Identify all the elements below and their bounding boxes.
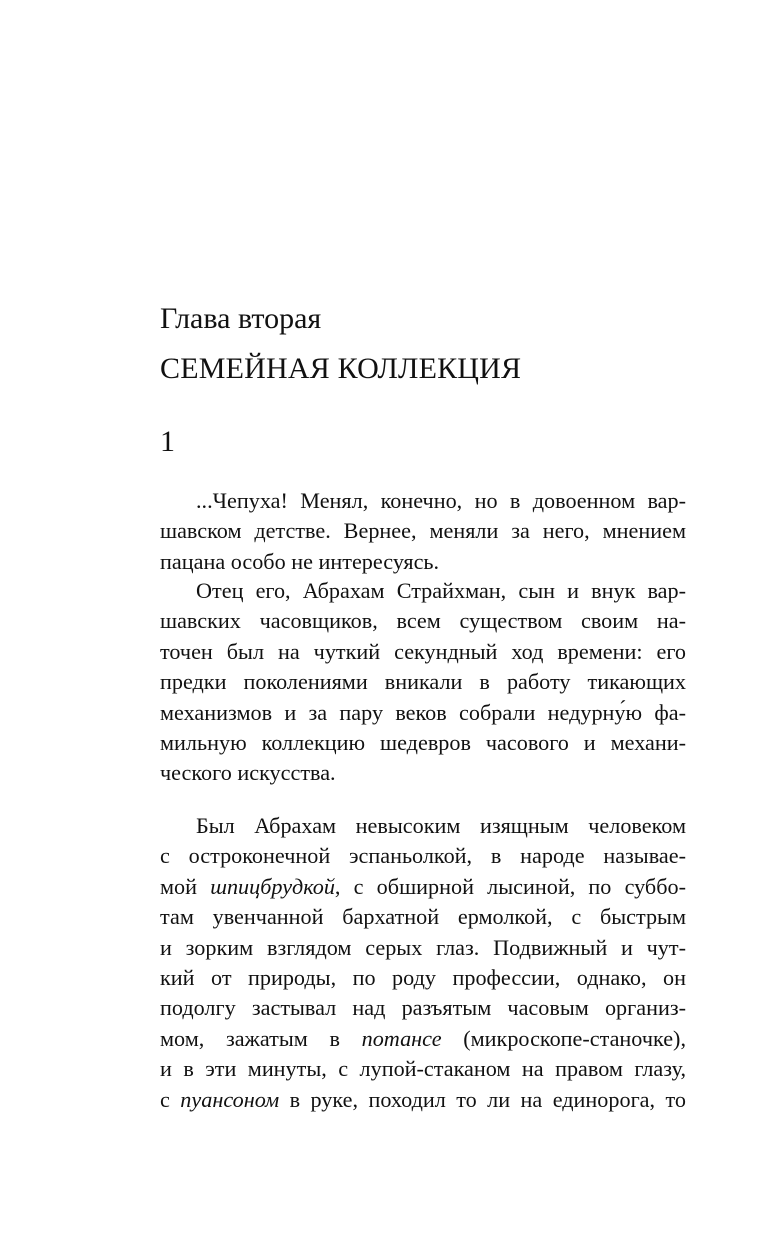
text-line: там увенчанной бархатной ермолкой, с быстрым <box>160 904 686 930</box>
text-line: мильную коллекцию шедевров часового и механи- <box>160 729 686 755</box>
text-line: и в эти минуты, с лупой-стаканом на правом глазу, <box>160 1056 686 1082</box>
text-line: Был Абрахам невысоким изящным человеком <box>196 813 686 838</box>
text-line: точен был на чуткий секундный ход времени: его <box>160 638 686 664</box>
text-segment: (микроскопе-станочке), <box>441 1025 686 1051</box>
text-line: и зорким взглядом серых глаз. Подвижный и чут- <box>160 934 686 960</box>
paragraph-2 <box>160 576 686 789</box>
text-line: подолгу застывал над разъятым часовым организ- <box>160 995 686 1021</box>
paragraph-3 <box>160 811 686 1115</box>
text-line: предки поколениями вникали в работу тикающих <box>160 669 686 695</box>
text-line: шавском детстве. Вернее, меняли за него, мнением <box>160 518 686 544</box>
text-segment: с <box>160 1086 181 1112</box>
text-segment: мой <box>160 873 211 899</box>
text-line: с остроконечной эспаньолкой, в народе называе- <box>160 843 686 869</box>
text-line <box>160 1085 686 1115</box>
text-line: шавских часовщиков, всем существом своим на- <box>160 608 686 634</box>
text-line: кий от природы, по роду профессии, однако, он <box>160 964 686 990</box>
text-line: Отец его, Абрахам Страйхман, сын и внук вар- <box>196 578 686 603</box>
paragraph-1 <box>160 486 686 577</box>
text-line: пацана особо не интересуясь. <box>160 548 440 574</box>
italic-term: потансе <box>361 1025 442 1051</box>
text-line: механизмов и за пару веков собрали недурну́ю фа- <box>160 699 686 725</box>
text-segment: мом, зажатым в <box>160 1025 362 1051</box>
text-line <box>160 1024 686 1054</box>
text-line <box>160 872 686 902</box>
italic-term: шпицбрудкой <box>210 873 335 899</box>
chapter-title: СЕМЕЙНАЯ КОЛЛЕКЦИЯ <box>160 352 522 385</box>
section-number: 1 <box>160 425 175 458</box>
text-line: ...Чепуха! Менял, конечно, но в довоенном вар- <box>196 488 686 513</box>
italic-term: пуансоном <box>180 1086 280 1112</box>
text-segment: , с обширной лысиной, по суббо- <box>334 873 686 899</box>
chapter-label: Глава вторая <box>160 302 322 335</box>
book-page <box>160 0 686 1240</box>
text-line: ческого искусства. <box>160 760 336 786</box>
text-segment: в руке, походил то ли на единорога, то <box>279 1086 687 1112</box>
